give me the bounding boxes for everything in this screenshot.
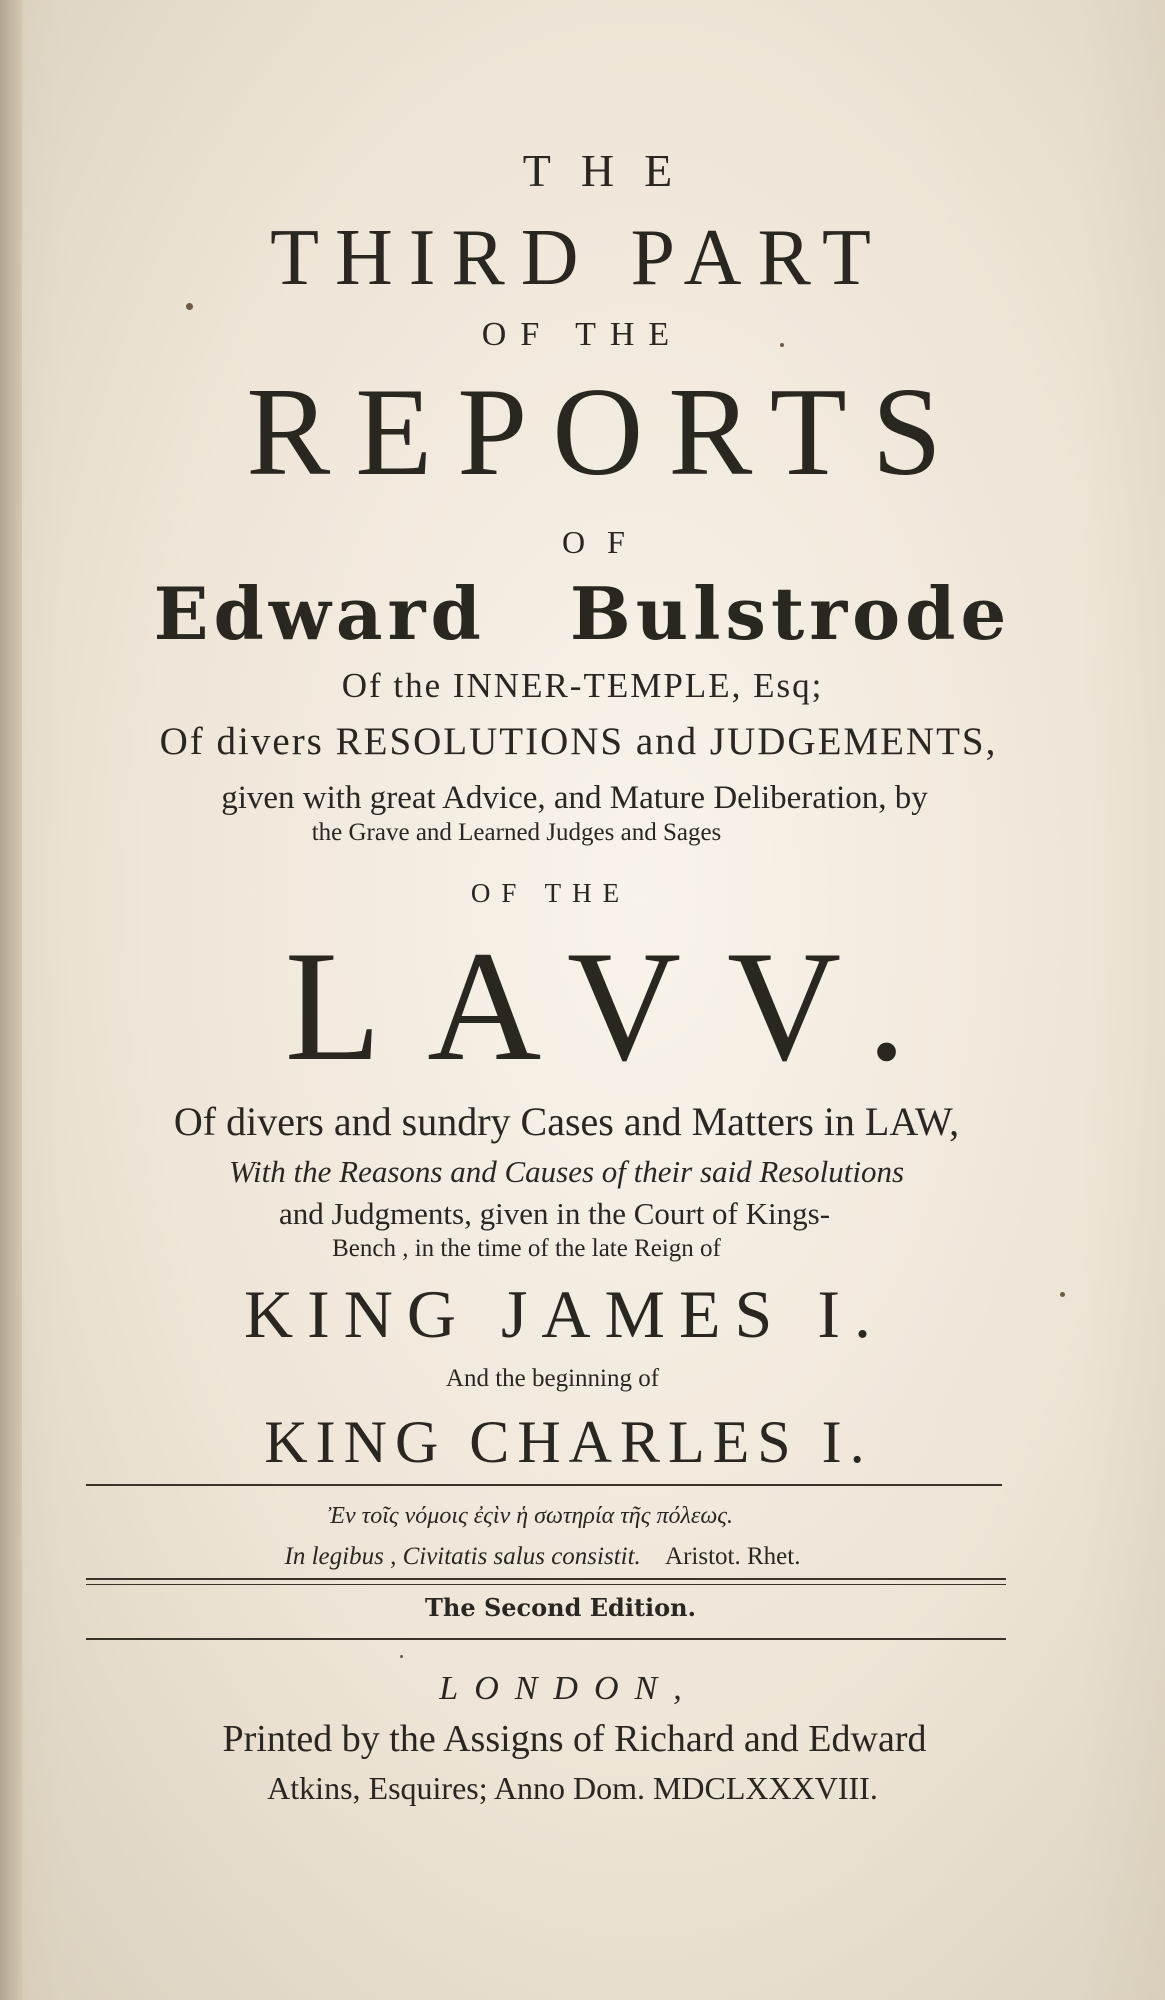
divider-rule-top <box>86 1484 1002 1486</box>
bench-line: Bench , in the time of the late Reign of <box>332 1235 721 1262</box>
greek-motto: Ἐν τοῖς νόμοις ἐςὶν ἡ σωτηρία τῆς πόλεως. <box>327 1503 734 1529</box>
imprint-city: LONDON, <box>439 1670 698 1707</box>
heading-of-the: OF THE <box>481 316 684 353</box>
edition-label: The Second Edition. <box>425 1593 696 1622</box>
heading-of-the-2: OF THE <box>470 878 631 908</box>
paper-speck <box>186 303 193 310</box>
imprint-printer: Printed by the Assigns of Richard and Edward <box>222 1718 927 1760</box>
divider-rule-bottom <box>86 1638 1006 1640</box>
heading-reports: REPORTS <box>246 363 967 502</box>
latin-motto <box>0 1544 1125 1569</box>
divider-rule-middle <box>86 1578 1006 1580</box>
cases-line: Of divers and sundry Cases and Matters in LAW, <box>173 1099 960 1144</box>
inner-temple-line: Of the INNER-TEMPLE, Esq; <box>341 666 824 705</box>
heading-third-part: THIRD PART <box>270 214 887 302</box>
paper-speck <box>400 1655 403 1658</box>
latin-motto-text: In legibus , Civitatis salus consistit. <box>284 1543 641 1570</box>
divider-rule-middle-inner <box>86 1584 1006 1585</box>
king-charles-heading: KING CHARLES I. <box>264 1409 873 1475</box>
king-james-heading: KING JAMES I. <box>244 1276 885 1352</box>
heading-the: THE <box>522 145 703 196</box>
resolutions-line: Of divers RESOLUTIONS and JUDGEMENTS, <box>159 720 998 763</box>
advice-line: given with great Advice, and Mature Deliberation, by <box>221 780 928 816</box>
judges-line: the Grave and Learned Judges and Sages <box>311 819 722 846</box>
judgments-line: and Judgments, given in the Court of Kings- <box>278 1196 831 1231</box>
motto-attribution: Aristot. Rhet. <box>665 1543 801 1570</box>
reasons-line: With the Reasons and Causes of their said Resolutions <box>228 1154 905 1189</box>
beginning-line: And the beginning of <box>445 1365 660 1392</box>
imprint-date: Atkins, Esquires; Anno Dom. MDCLXXXVIII. <box>267 1770 878 1806</box>
author-name: Edward Bulstrode <box>153 571 1012 656</box>
heading-of: OF <box>562 524 647 560</box>
heading-law: LAVV. <box>284 919 953 1094</box>
